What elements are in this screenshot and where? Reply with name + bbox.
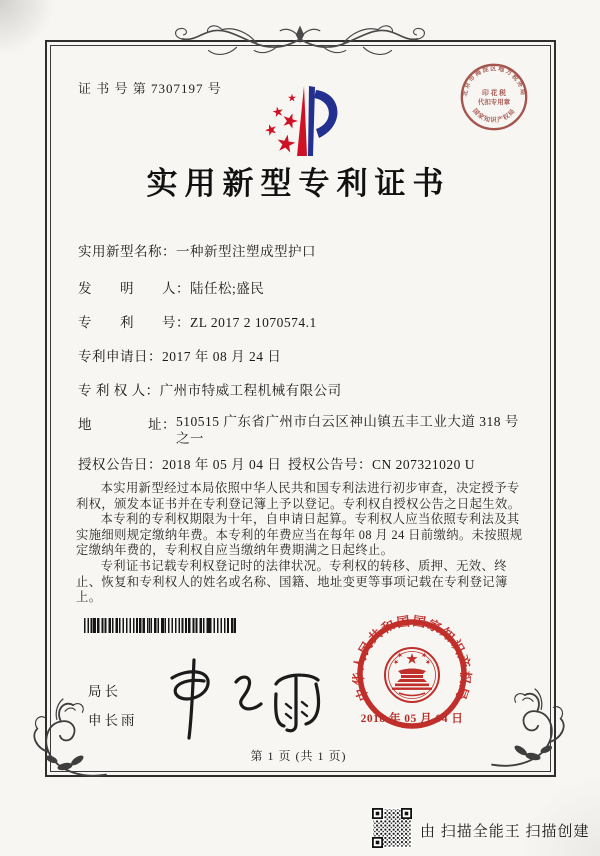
field-row-patentee [78,379,342,399]
field-row-name [78,240,316,260]
field-row-address [78,413,522,447]
tax-stamp-line1: 印 花 税 [482,90,506,98]
certificate-number: 证 书 号 第 7307197 号 [78,81,222,96]
field-label: 专 利 权 人： [78,383,160,398]
field-row-inventors [78,277,264,297]
field-value: 广州市特威工程机械有限公司 [159,383,342,398]
svg-text:国家知识产权局 [471,107,517,124]
field-label: 发 明 人： [78,281,190,296]
paragraph-term-fees: 本专利的专利权期限为十年，自申请日起算。专利权人应当依照专利法及其实施细则规定缴纳年费。本专利的年费应当在每年 08 月 24 日前缴纳。未按照规定缴纳年费的，专利权自应当缴纳年费期满之日起终止。 [76,512,523,558]
bottom-right-corner-flourish [490,678,578,790]
field-value: 510515 广东省广州市白云区神山镇五丰工业大道 318 号之一 [176,414,519,446]
scanner-credit-text: 由 扫描全能王 扫描创建 [420,824,590,840]
signer-title: 局长 [88,684,121,699]
field-label: 专 利 号： [78,315,190,330]
tax-stamp-ring-top-text: 北京市海淀区地方税务局 [461,65,527,97]
top-scroll-ornament [170,16,430,62]
signer-block [88,680,138,738]
field-row-filing-date [78,345,281,365]
cnipa-logo [240,78,358,164]
certificate-body [76,481,528,606]
field-label: 地 址： [78,417,176,432]
paragraph-grant-statement: 本实用新型经过本局依照中华人民共和国专利法进行初步审查，决定授予专利权，颁发本证书并在专利登记簿上予以登记。专利权自授权公告之日起生效。 [76,481,521,511]
field-label: 实用新型名称： [78,244,176,259]
field-label: 授权公告日： [78,457,162,472]
signer-name: 申长雨 [88,713,138,728]
field-row-patent-number [78,311,317,331]
footer-page-number: 第 1 页 (共 1 页) [250,749,347,763]
qr-code [372,808,412,848]
field-value: 陆任松;盛民 [190,281,265,296]
field-value: ZL 2017 2 1070574.1 [190,315,317,330]
tax-stamp-seal [455,58,533,136]
field-value: CN 207321020 U [372,457,476,472]
field-label: 专利申请日： [78,349,162,364]
seal-national-emblem [385,648,439,702]
field-value: 一种新型注塑成型护口 [176,244,316,259]
field-pair-grant-number [288,453,475,473]
field-value: 2017 年 08 月 24 日 [162,349,282,364]
tax-stamp-line2: 代扣专用章 [477,98,511,106]
certificate-title: 实用新型专利证书 [146,166,451,201]
seal-ring-text: 中华人民共和国国家知识产权局 [350,613,474,703]
field-label: 授权公告号： [288,457,372,472]
paragraph-register-note: 专利证书记载专利权登记时的法律状况。专利权的转移、质押、无效、终止、恢复和专利权人的姓名或名称、国籍、地址变更等事项记载在专利登记簿上。 [76,558,508,605]
barcode [84,618,236,633]
director-signature [158,652,348,750]
official-seal [337,602,487,752]
tax-stamp-ring-bottom-text: 国家知识产权局 [470,107,518,125]
field-value: 2018 年 05 月 04 日 [162,457,282,472]
seal-date: 2018 年 05 月 04 日 [360,713,464,725]
field-row-grant [78,453,476,473]
